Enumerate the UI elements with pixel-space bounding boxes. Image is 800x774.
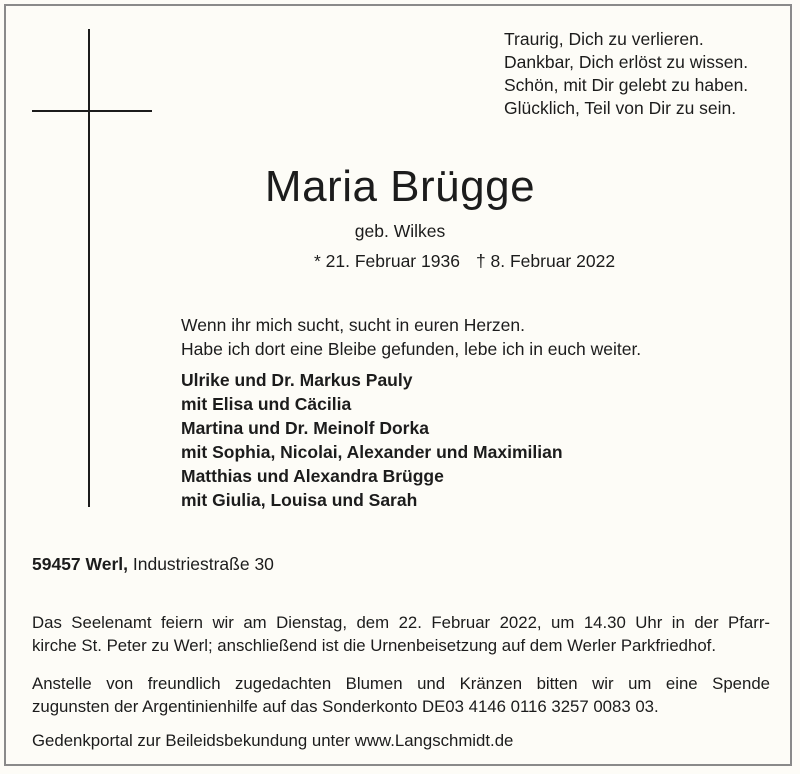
service-line: kirche St. Peter zu Werl; anschließend ist die Urnenbeisetzung auf dem Werler Parkfriedhof. xyxy=(32,636,716,655)
address xyxy=(32,552,274,576)
poem-line: Glücklich, Teil von Dir zu sein. xyxy=(504,98,737,118)
poem-line: Traurig, Dich zu verlieren. xyxy=(504,29,704,49)
birth-name: geb. Wilkes xyxy=(354,221,446,241)
address-city: 59457 Werl, xyxy=(32,554,128,574)
family-line: Matthias und Alexandra Brügge xyxy=(181,466,444,486)
verse-line: Wenn ihr mich sucht, sucht in euren Herzen. xyxy=(181,315,526,335)
cross-icon xyxy=(88,29,90,507)
family-line: mit Sophia, Nicolai, Alexander und Maximilian xyxy=(181,442,563,462)
portal-notice xyxy=(32,729,770,752)
family-line: mit Elisa und Cäcilia xyxy=(181,394,352,414)
address-street: Industriestraße 30 xyxy=(132,554,274,574)
cross-icon-bar xyxy=(32,110,152,112)
poem xyxy=(504,28,748,120)
family-list xyxy=(181,368,563,512)
service-line: Das Seelenamt feiern wir am Dienstag, dem 22. Februar 2022, um 14.30 Uhr in der Pfarr- xyxy=(32,613,770,632)
deceased-name: Maria Brügge xyxy=(264,162,536,211)
portal-line: Gedenkportal zur Beileidsbekundung unter www.Langschmidt.de xyxy=(32,731,514,750)
family-line: mit Giulia, Louisa und Sarah xyxy=(181,490,418,510)
poem-line: Schön, mit Dir gelebt zu haben. xyxy=(504,75,749,95)
life-dates xyxy=(314,249,615,273)
family-line: Martina und Dr. Meinolf Dorka xyxy=(181,418,429,438)
verse xyxy=(181,313,641,361)
family-line: Ulrike und Dr. Markus Pauly xyxy=(181,370,413,390)
death-date: † 8. Februar 2022 xyxy=(475,251,616,271)
service-notice xyxy=(32,611,770,657)
donation-notice xyxy=(32,672,770,718)
birth-date: * 21. Februar 1936 xyxy=(314,251,460,271)
verse-line: Habe ich dort eine Bleibe gefunden, lebe ich in euch weiter. xyxy=(181,339,642,359)
donation-line: Anstelle von freundlich zugedachten Blumen und Kränzen bitten wir um eine Spende xyxy=(32,674,770,693)
poem-line: Dankbar, Dich erlöst zu wissen. xyxy=(504,52,749,72)
donation-line: zugunsten der Argentinienhilfe auf das Sonderkonto DE03 4146 0116 3257 0083 03. xyxy=(32,697,659,716)
